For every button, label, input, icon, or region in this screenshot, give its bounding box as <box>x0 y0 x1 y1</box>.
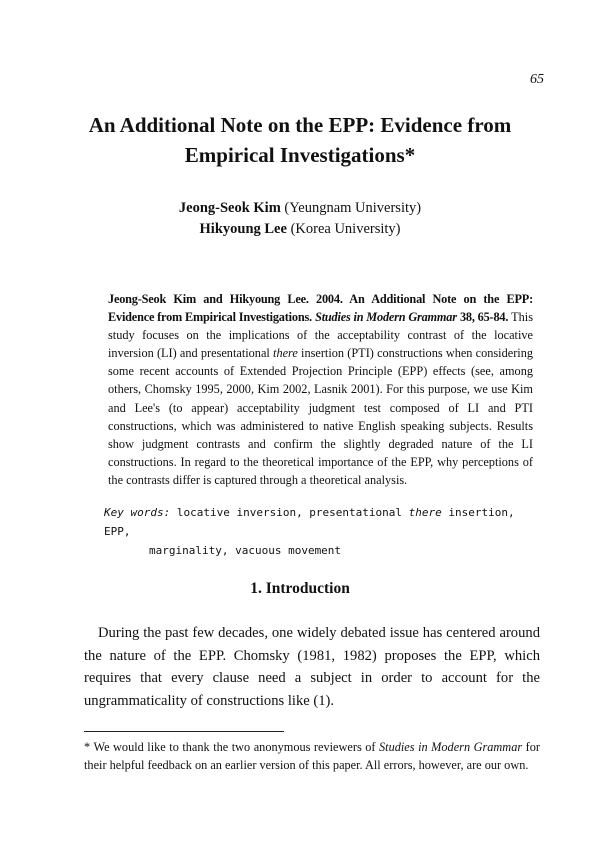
intro-paragraph <box>84 622 540 712</box>
abstract-text-2: insertion (PTI) constructions when considering some recent accounts of Extended Projection Principle (EPP) effects (see, among others, Chomsky 1995, 2000, Kim 2002, Lasnik 2001). For this purpose, we use Kim and Lee's (to appear) acceptability judgment test composed of LI and PTI constructions, which was administered to native English speaking subjects. Results show judgment contrasts and confirm the slightly degraded nature of the LI constructions. In regard to the theoretical importance of the EPP, why perceptions of the contrasts differ is captured through a theoretical analysis. <box>108 346 534 487</box>
title-line-1: An Additional Note on the EPP: Evidence from <box>88 113 512 137</box>
author-name: Jeong-Seok Kim <box>178 200 281 216</box>
abstract-volume: 38, 65-84. <box>459 310 509 325</box>
keywords-there: there <box>408 506 442 519</box>
keywords-label: Key words: <box>104 506 171 519</box>
author-list <box>0 198 600 240</box>
paper-title <box>0 110 600 170</box>
keywords <box>104 503 544 560</box>
intro-text: During the past few decades, one widely debated issue has centered around the nature of the EPP. Chomsky (1981, 1982) proposes the EPP, which requires that every clause need a subject in order to account for the ungrammaticality of constructions like (1). <box>84 625 540 709</box>
author-2 <box>0 219 600 240</box>
abstract-citation: Jeong-Seok Kim and Hikyoung Lee. 2004. An Additional Note on the EPP: Evidence from Empirical Investigations. <box>108 292 533 325</box>
author-affiliation: (Korea University) <box>290 221 401 237</box>
author-name: Hikyoung Lee <box>199 221 287 237</box>
abstract-text-1: This study focuses on the implications of the acceptability contrast of the locative inversion (LI) and presentational <box>108 310 534 361</box>
footnote-text-2: for their helpful feedback on an earlier version of this paper. All errors, however, are our own. <box>84 740 540 773</box>
footnote <box>84 738 540 775</box>
author-affiliation: (Yeungnam University) <box>284 200 422 216</box>
footnote-text-1: * We would like to thank the two anonymous reviewers of <box>84 740 376 754</box>
abstract-journal: Studies in Modern Grammar <box>315 310 457 325</box>
keywords-line2: marginality, vacuous movement <box>149 544 342 557</box>
author-1 <box>0 198 600 219</box>
abstract <box>108 290 533 489</box>
page-number: 65 <box>530 72 544 87</box>
footnote-journal: Studies in Modern Grammar <box>379 740 523 754</box>
keywords-part2: insertion, EPP, <box>104 506 515 538</box>
title-line-2: Empirical Investigations* <box>184 143 416 167</box>
section-heading: 1. Introduction <box>250 580 350 597</box>
keywords-part1: locative inversion, presentational <box>176 506 403 519</box>
abstract-there: there <box>273 346 298 361</box>
footnote-divider <box>84 731 284 732</box>
